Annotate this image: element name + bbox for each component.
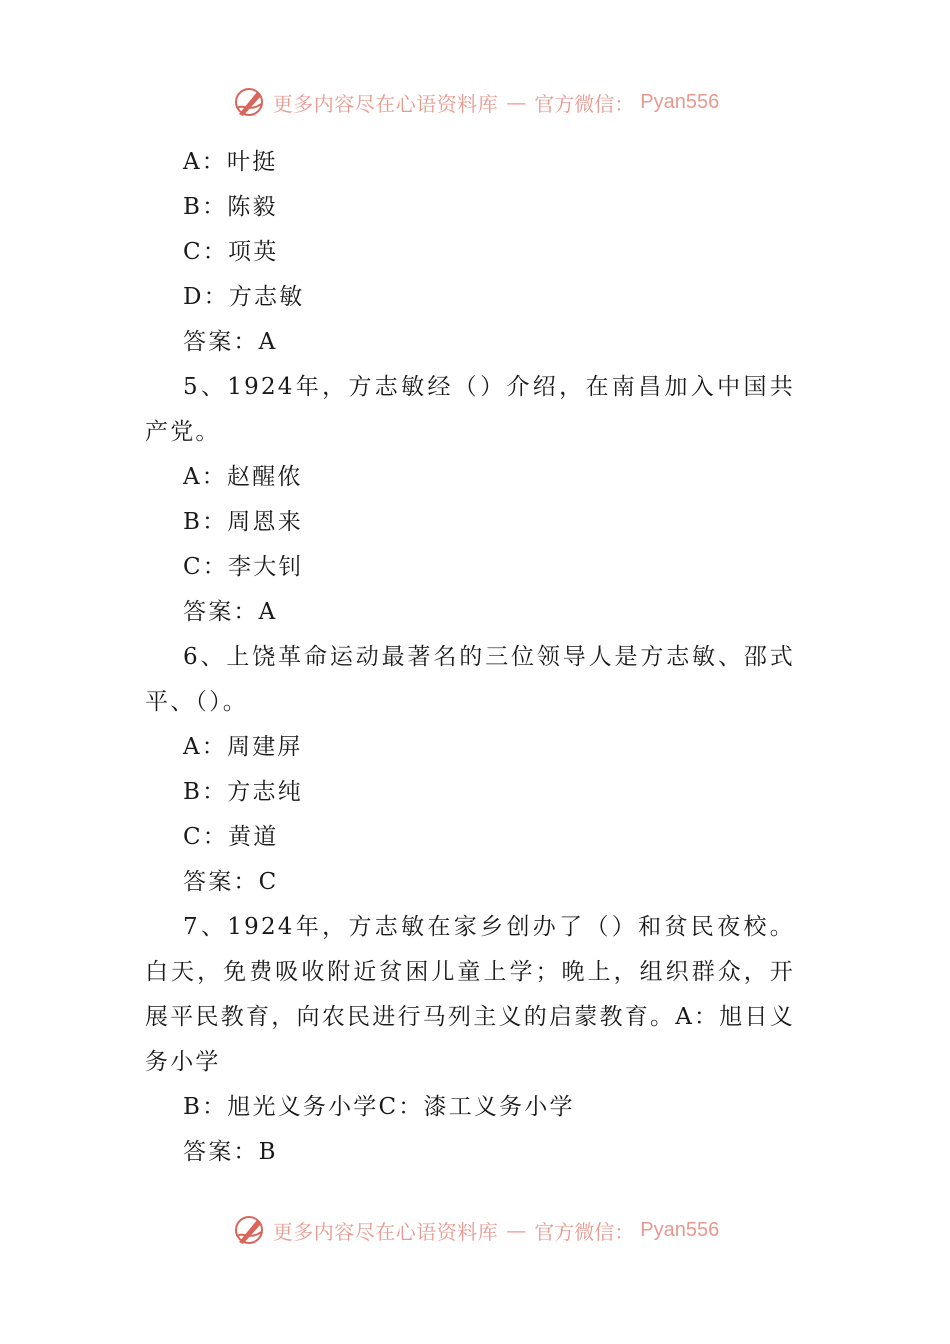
banner-wechat-label: 官方微信：: [534, 1219, 635, 1244]
answer-line: 答案：A: [183, 599, 278, 625]
question-5: 5、1924年，方志敏经（）介绍，在南昌加入中国共产党。: [145, 374, 795, 445]
option-line: B：旭光义务小学C：漆工义务小学: [183, 1094, 575, 1120]
option-line: C：李大钊: [183, 554, 304, 580]
option-line: B：方志纯: [183, 779, 303, 805]
footer-banner: [0, 1210, 950, 1250]
question-7: 7、1924年，方志敏在家乡创办了（）和贫民夜校。白天，免费吸收附近贫困儿童上学；晚上，组织群众，开展平民教育，向农民进行马列主义的启蒙教育。A：旭日义务小学: [145, 914, 795, 1075]
answer-line: 答案：A: [183, 329, 278, 355]
answer-line: 答案：B: [183, 1139, 278, 1165]
banner-site-text: 更多内容尽在心语资料库: [272, 1219, 499, 1244]
banner-wechat-id: Pyan556: [640, 90, 720, 113]
option-line: A：赵醒侬: [183, 464, 303, 490]
question-6: 6、上饶革命运动最著名的三位领导人是方志敏、邵式平、（）。: [145, 644, 795, 715]
option-line: C：项英: [183, 239, 279, 265]
option-line: B：周恩来: [183, 509, 303, 535]
document-body: [145, 140, 795, 1175]
header-banner: [0, 82, 950, 122]
answer-line: 答案：C: [183, 869, 279, 895]
banner-site-text: 更多内容尽在心语资料库: [272, 91, 499, 116]
option-line: B：陈毅: [183, 194, 278, 220]
pen-logo-icon: [231, 84, 267, 120]
banner-wechat-label: 官方微信：: [534, 91, 635, 116]
pen-logo-icon: [231, 1212, 267, 1248]
option-line: C：黄道: [183, 824, 279, 850]
banner-separator: —: [506, 1218, 527, 1242]
banner-wechat-id: Pyan556: [640, 1218, 720, 1241]
option-line: A：周建屏: [183, 734, 303, 760]
option-line: A：叶挺: [183, 149, 278, 175]
banner-separator: —: [506, 90, 527, 114]
option-line: D：方志敏: [183, 284, 305, 310]
